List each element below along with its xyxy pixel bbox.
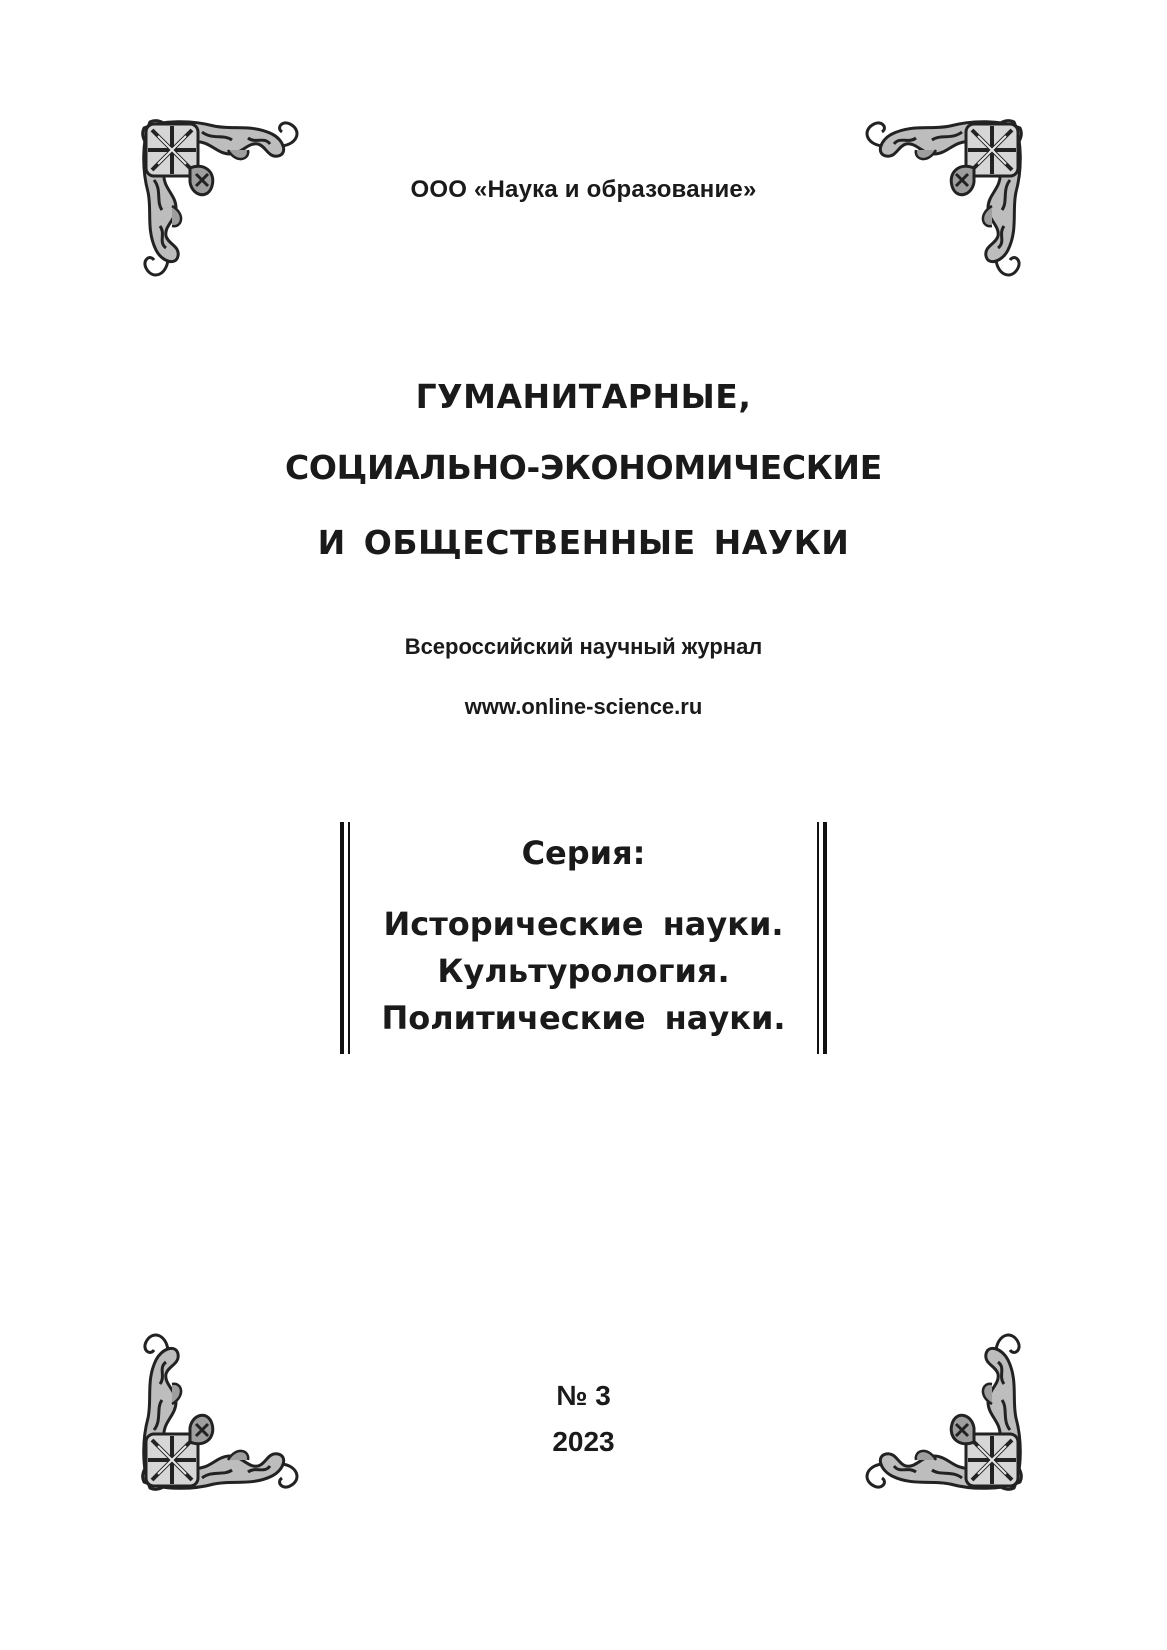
journal-subtitle: Всероссийский научный журнал	[404, 634, 763, 659]
issue-number: № 3	[556, 1380, 611, 1411]
journal-title-line-1: ГУМАНИТАРНЫЕ,	[415, 377, 752, 416]
issue-year: 2023	[552, 1426, 615, 1457]
publisher-name: ООО «Наука и образование»	[410, 176, 757, 203]
corner-ornament-bottom-left-icon	[132, 1330, 302, 1500]
series-box	[340, 822, 827, 1054]
journal-title-line-3: И ОБЩЕСТВЕННЫЕ НАУКИ	[317, 523, 850, 562]
series-line-political: Политические науки.	[381, 999, 786, 1037]
series-line-culturology: Культурология.	[437, 952, 730, 990]
journal-website: www.online-science.ru	[464, 694, 703, 719]
series-line-historical: Исторические науки.	[383, 905, 784, 943]
corner-ornament-bottom-right-icon	[862, 1330, 1032, 1500]
journal-title-line-2: СОЦИАЛЬНО-ЭКОНОМИЧЕСКИЕ	[284, 448, 882, 487]
series-label: Серия:	[521, 834, 646, 872]
